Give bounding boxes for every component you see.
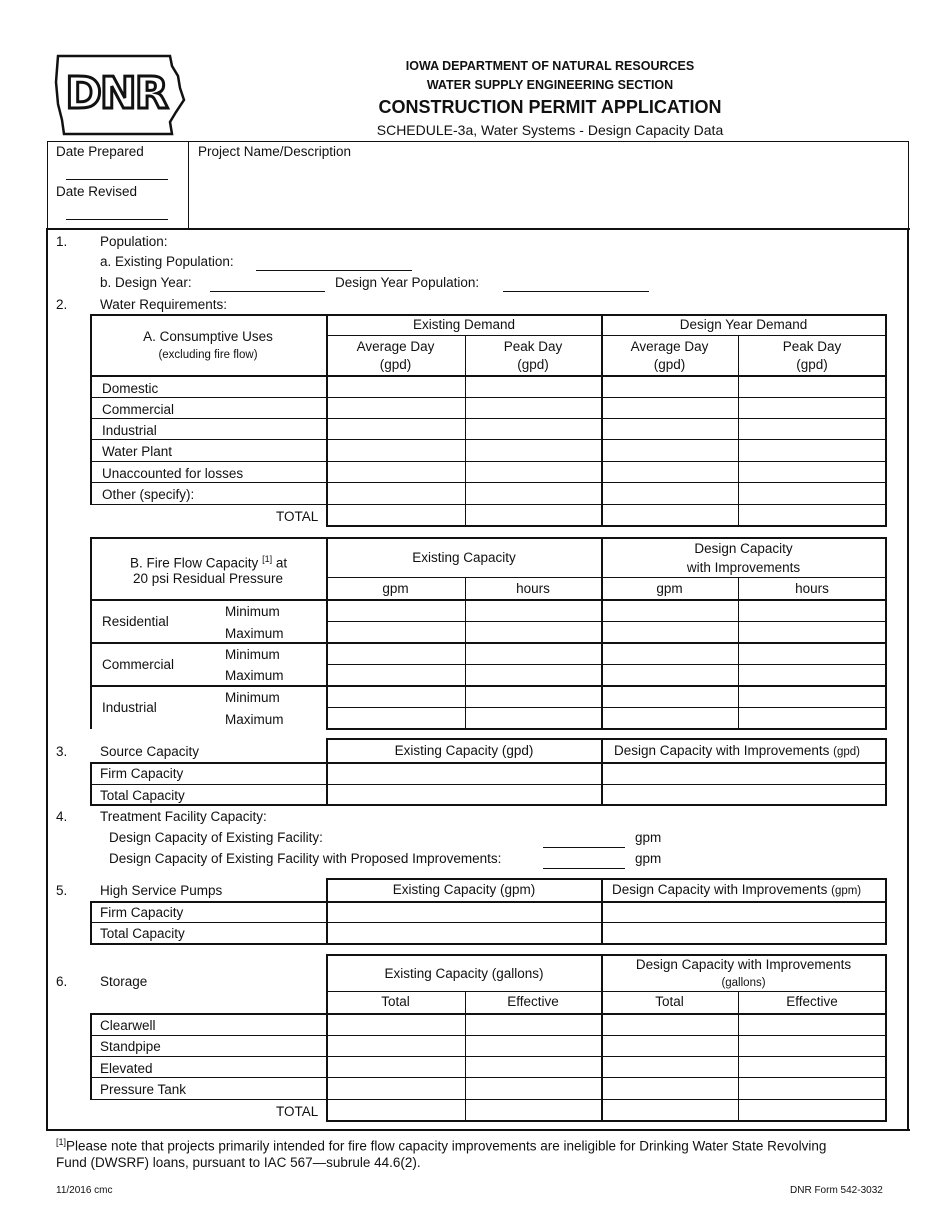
firm-capacity-label: Firm Capacity	[100, 766, 184, 781]
project-description-field[interactable]	[192, 162, 904, 226]
fire-flow-subtitle: 20 psi Residual Pressure	[132, 571, 284, 586]
col-header: Average Day	[630, 339, 709, 354]
existing-population-field[interactable]	[256, 270, 412, 271]
col-header: hours	[516, 581, 550, 596]
design-year-population-field[interactable]	[503, 291, 649, 292]
row-label-domestic: Domestic	[102, 381, 159, 396]
section-2-number: 2.	[56, 297, 68, 312]
min-label: Minimum	[225, 690, 280, 705]
page-subtitle: SCHEDULE-3a, Water Systems - Design Capacity Data	[376, 122, 724, 138]
max-label: Maximum	[225, 712, 284, 727]
col-header: hours	[795, 581, 829, 596]
col-unit: (gpd)	[517, 357, 549, 372]
page-title: CONSTRUCTION PERMIT APPLICATION	[378, 97, 722, 117]
svg-text:DNR: DNR	[65, 68, 167, 119]
agency-name: IOWA DEPARTMENT OF NATURAL RESOURCES	[405, 59, 695, 73]
dnr-logo	[52, 52, 186, 138]
date-revised-field[interactable]	[66, 219, 168, 220]
col-header: Effective	[786, 994, 838, 1009]
row-label-unaccounted: Unaccounted for losses	[102, 466, 244, 481]
row-label-pressure-tank: Pressure Tank	[100, 1082, 187, 1097]
row-label-elevated: Elevated	[100, 1061, 153, 1076]
pumps-design-unit: (gpm)	[831, 885, 862, 897]
existing-capacity-header: Existing Capacity	[412, 550, 516, 565]
fire-flow-at: at	[275, 555, 288, 571]
col-header: gpm	[656, 581, 683, 596]
footnote-line-2: Fund (DWSRF) loans, pursuant to IAC 567—subrule 44.6(2).	[56, 1155, 421, 1170]
form-number: DNR Form 542-3032	[790, 1185, 883, 1196]
design-year-label: b. Design Year:	[100, 275, 192, 290]
design-year-population-label: Design Year Population:	[335, 275, 480, 290]
existing-population-label: a. Existing Population:	[100, 254, 234, 269]
fire-flow-title: B. Fire Flow Capacity	[130, 555, 259, 571]
max-label: Maximum	[225, 668, 284, 683]
date-prepared-field[interactable]	[66, 179, 168, 180]
row-label-commercial: Commercial	[102, 402, 175, 417]
source-design-header: Design Capacity with Improvements	[614, 743, 830, 758]
pumps-design-header: Design Capacity with Improvements	[612, 882, 828, 897]
existing-facility-label: Design Capacity of Existing Facility:	[109, 830, 323, 845]
section-4-number: 4.	[56, 809, 68, 824]
total-label: TOTAL	[276, 1104, 319, 1119]
min-label: Minimum	[225, 647, 280, 662]
col-header: Total	[381, 994, 410, 1009]
col-header: gpm	[382, 581, 409, 596]
source-capacity-label: Source Capacity	[100, 744, 200, 759]
storage-label: Storage	[100, 974, 148, 989]
row-label-industrial: Industrial	[102, 423, 157, 438]
section-3-number: 3.	[56, 744, 68, 759]
row-label-water-plant: Water Plant	[102, 444, 173, 459]
row-label-standpipe: Standpipe	[100, 1039, 161, 1054]
date-prepared-label: Date Prepared	[56, 144, 144, 159]
unit-gpm: gpm	[635, 851, 662, 866]
design-capacity-header: Design Capacity	[694, 541, 793, 556]
footnote-line-1: Please note that projects primarily intended for fire flow capacity improvements are ineligible for Drinking Water State Revolving	[66, 1138, 827, 1154]
storage-design-header: Design Capacity with Improvements	[635, 957, 852, 972]
date-revised-label: Date Revised	[56, 184, 138, 199]
total-capacity-label: Total Capacity	[100, 788, 185, 803]
row-label-clearwell: Clearwell	[100, 1018, 156, 1033]
storage-design-unit: (gallons)	[721, 977, 766, 989]
col-header: Average Day	[356, 339, 435, 354]
treatment-capacity-label: Treatment Facility Capacity:	[100, 809, 267, 824]
col-header: Peak Day	[503, 339, 563, 354]
iowa-map-icon	[52, 52, 186, 138]
with-improvements-header: with Improvements	[686, 560, 801, 575]
design-year-demand-header: Design Year Demand	[679, 317, 808, 332]
col-unit: (gpd)	[379, 357, 412, 372]
total-label: TOTAL	[276, 509, 319, 524]
project-label: Project Name/Description	[198, 144, 352, 159]
row-label-other: Other (specify):	[102, 487, 195, 502]
pumps-existing-header: Existing Capacity (gpm)	[392, 882, 536, 897]
water-requirements-label: Water Requirements:	[100, 297, 228, 312]
fire-group-commercial: Commercial	[102, 657, 175, 672]
section-6-number: 6.	[56, 974, 68, 989]
total-capacity-label: Total Capacity	[100, 926, 185, 941]
footer-date: 11/2016 cmc	[56, 1185, 113, 1196]
source-design-unit: (gpd)	[833, 746, 860, 758]
source-existing-header: Existing Capacity (gpd)	[394, 743, 534, 758]
col-header: Effective	[507, 994, 559, 1009]
improved-facility-field[interactable]	[543, 868, 625, 869]
population-label: Population:	[100, 234, 168, 249]
section-1-number: 1.	[56, 234, 68, 249]
design-year-field[interactable]	[210, 291, 325, 292]
col-header: Total	[655, 994, 684, 1009]
storage-existing-header: Existing Capacity (gallons)	[384, 966, 544, 981]
footnote-ref: [1]	[56, 1137, 67, 1147]
col-unit: (gpd)	[653, 357, 686, 372]
fire-flow-footnote-ref: [1]	[262, 554, 273, 564]
min-label: Minimum	[225, 604, 280, 619]
unit-gpm: gpm	[635, 830, 662, 845]
existing-facility-field[interactable]	[543, 847, 625, 848]
firm-capacity-label: Firm Capacity	[100, 905, 184, 920]
improved-facility-label: Design Capacity of Existing Facility with Proposed Improvements:	[109, 851, 502, 866]
consumptive-uses-subtitle: (excluding fire flow)	[158, 349, 258, 361]
col-unit: (gpd)	[796, 357, 828, 372]
existing-demand-header: Existing Demand	[412, 317, 516, 332]
max-label: Maximum	[225, 626, 284, 641]
col-header: Peak Day	[782, 339, 842, 354]
section-5-number: 5.	[56, 883, 68, 898]
consumptive-uses-title: A. Consumptive Uses	[143, 329, 273, 344]
high-service-pumps-label: High Service Pumps	[100, 883, 223, 898]
fire-group-residential: Residential	[102, 614, 169, 629]
fire-group-industrial: Industrial	[102, 700, 157, 715]
section-name: WATER SUPPLY ENGINEERING SECTION	[426, 78, 674, 92]
